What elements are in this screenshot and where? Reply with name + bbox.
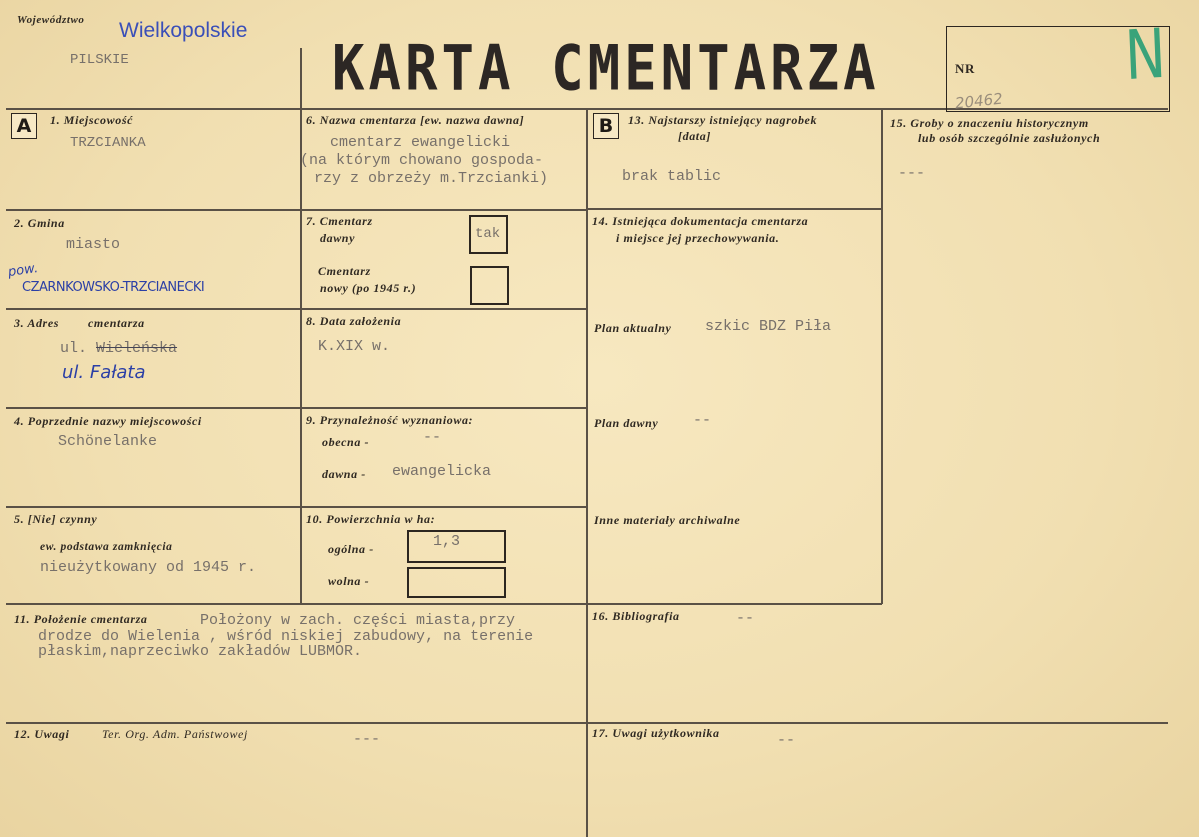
field-12-value: --- — [353, 731, 381, 748]
field-9-dawna-label: dawna - — [322, 467, 366, 481]
field-14-label-2: i miejsce jej przechowywania. — [616, 231, 780, 245]
field-6-line-3: rzy z obrzeży m.Trzcianki) — [314, 170, 549, 187]
field-3-label: 3. Adres — [14, 316, 60, 330]
field-12-label: 12. Uwagi — [14, 727, 70, 741]
field-14-label: 14. Istniejąca dokumentacja cmentarza — [592, 214, 809, 228]
field-12-label-2: Ter. Org. Adm. Państwowej — [102, 727, 248, 741]
wolna-box — [407, 567, 506, 598]
field-6-label: 6. Nazwa cmentarza [ew. nazwa dawna] — [306, 113, 525, 127]
section-b-marker: B — [593, 113, 619, 139]
field-15-value: --- — [898, 165, 926, 182]
plan-dawny-value: -- — [693, 412, 712, 429]
field-1-value: TRZCIANKA — [70, 135, 146, 151]
field-5-sub-label: ew. podstawa zamknięcia — [40, 541, 173, 553]
plan-dawny-label: Plan dawny — [594, 416, 659, 430]
field-8-value: K.XIX w. — [318, 338, 391, 355]
field-7-nowy-label: Cmentarz — [318, 264, 371, 278]
field-7-dawny-label: dawny — [320, 231, 356, 245]
field-4-value: Schönelanke — [58, 433, 158, 450]
field-1-label: 1. Miejscowość — [50, 113, 134, 127]
dawny-checkbox-value: tak — [475, 226, 501, 242]
field-2-handwritten-value: CZARNKOWSKO-TRZCIANECKI — [22, 280, 205, 295]
ogolna-value: 1,3 — [433, 533, 461, 550]
field-7-nowy-label-2: nowy (po 1945 r.) — [320, 281, 417, 295]
field-11-line-3: płaskim,naprzeciwko zakładów LUBMOR. — [38, 643, 363, 660]
field-3-label-2: cmentarza — [88, 316, 145, 330]
rule — [586, 208, 882, 210]
nr-handwritten-value: N — [1123, 14, 1168, 97]
rule — [6, 603, 882, 605]
plan-aktualny-value: szkic BDZ Piła — [705, 318, 832, 335]
rule — [6, 506, 586, 508]
field-6-line-2: (na którym chowano gospoda- — [300, 152, 544, 169]
field-11-line-2: drodze do Wielenia , wśród niskiej zabudowy, na terenie — [38, 628, 534, 645]
field-8-label: 8. Data założenia — [306, 314, 402, 328]
field-10-label: 10. Powierzchnia w ha: — [306, 512, 436, 526]
rule — [6, 209, 586, 211]
field-3-handwritten-value: ul. Fałata — [62, 362, 146, 383]
nr-label: NR — [955, 61, 975, 76]
field-17-label: 17. Uwagi użytkownika — [592, 726, 720, 740]
field-2-value: miasto — [66, 236, 121, 253]
voivodeship-stamp: Wielkopolskie — [119, 19, 248, 42]
field-2-handwritten-prefix: pow. — [7, 260, 40, 281]
field-9-obecna-label: obecna - — [322, 435, 370, 449]
field-10-wolna-label: wolna - — [328, 574, 370, 588]
field-9-label: 9. Przynależność wyznaniowa: — [306, 413, 474, 427]
field-16-value: -- — [736, 610, 755, 627]
field-11-line-1: Położony w zach. części miasta,przy — [200, 612, 516, 629]
field-13-value: brak tablic — [622, 168, 722, 185]
field-7-label: 7. Cmentarz — [306, 214, 373, 228]
rule — [300, 48, 302, 603]
wojewodztwo-label: Województwo — [17, 14, 85, 26]
voivodeship-typed: PILSKIE — [70, 52, 129, 68]
field-17-value: -- — [777, 732, 796, 749]
rule — [881, 108, 883, 604]
card-title: KARTA CMENTARZA — [332, 32, 880, 105]
field-5-label: 5. [Nie] czynny — [14, 512, 98, 526]
rule — [6, 308, 586, 310]
plan-aktualny-label: Plan aktualny — [594, 321, 672, 335]
field-4-label: 4. Poprzednie nazwy miejscowości — [14, 414, 202, 428]
field-9-dawna-value: ewangelicka — [392, 463, 492, 480]
section-a-marker: A — [11, 113, 37, 139]
field-6-line-1: cmentarz ewangelicki — [330, 134, 511, 151]
dawny-checkbox — [469, 215, 508, 254]
rule — [6, 407, 586, 409]
field-15-label: 15. Groby o znaczeniu historycznym — [890, 116, 1089, 130]
field-2-label: 2. Gmina — [14, 216, 65, 230]
nr-number: 20462 — [954, 89, 1004, 113]
field-9-obecna-value: -- — [423, 429, 442, 446]
field-11-label: 11. Położenie cmentarza — [14, 612, 148, 626]
field-3-value — [60, 340, 177, 357]
nowy-checkbox — [470, 266, 509, 305]
field-3-value-struck: Wieleńska — [96, 340, 178, 357]
ogolna-box — [407, 530, 506, 563]
field-15-label-2: lub osób szczególnie zasłużonych — [918, 131, 1101, 145]
field-5-value: nieużytkowany od 1945 r. — [40, 559, 257, 576]
rule — [586, 108, 588, 837]
field-13-label: 13. Najstarszy istniejący nagrobek — [628, 113, 818, 127]
inne-materialy-label: Inne materiały archiwalne — [594, 513, 741, 527]
field-16-label: 16. Bibliografia — [592, 609, 680, 623]
field-13-label-2: [data] — [678, 129, 711, 143]
field-10-ogolna-label: ogólna - — [328, 542, 374, 556]
field-3-value-prefix: ul. — [60, 340, 88, 357]
